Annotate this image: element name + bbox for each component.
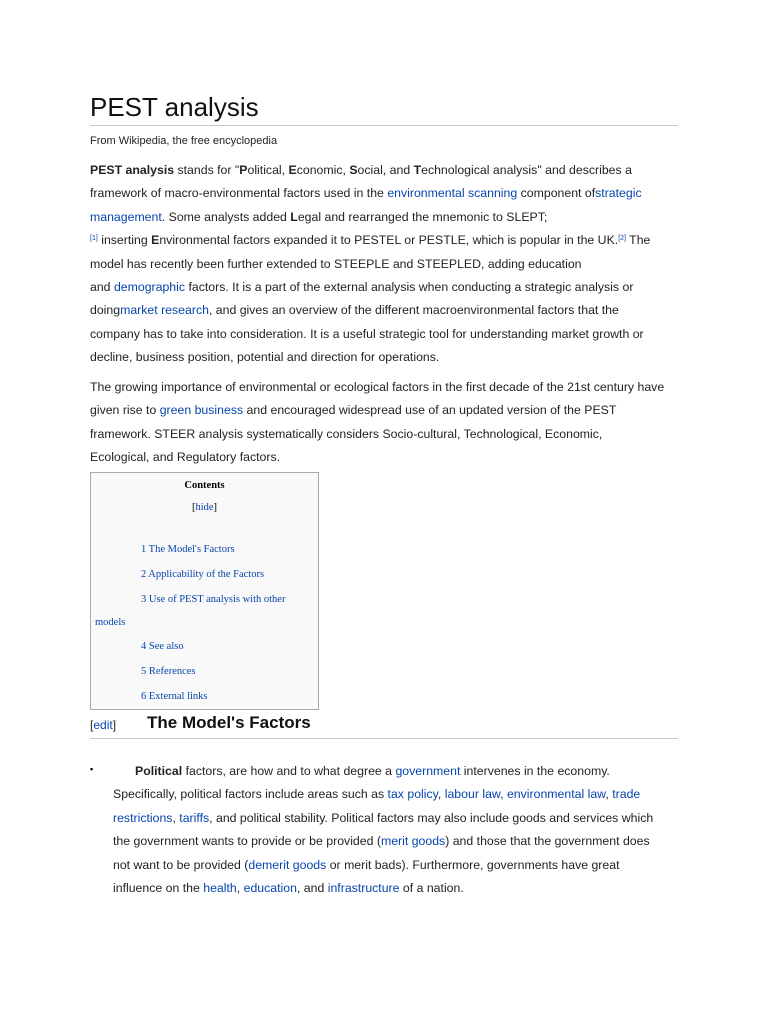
text: [	[191, 502, 196, 513]
link-environmental-scanning[interactable]: environmental scanning	[387, 186, 518, 201]
section-title: The Model's Factors	[147, 713, 311, 732]
toc-item-use-of-pest-wrap[interactable]: models	[95, 617, 126, 628]
text: S	[349, 163, 358, 177]
toc-item-applicability[interactable]: 2 Applicability of the Factors	[141, 569, 265, 580]
site-tagline: From Wikipedia, the free encyclopedia	[90, 135, 278, 147]
link-environmental-law[interactable]: environmental law	[506, 787, 606, 802]
text: factors, are how and to what degree a	[182, 764, 396, 778]
text: intervenes in the economy.	[460, 764, 610, 778]
text: the government wants to provide or be provided (	[113, 834, 381, 849]
text: nvironmental factors expanded it to PESTEL or PESTLE, which is popular in the UK.	[159, 233, 619, 248]
text: ,	[236, 881, 244, 896]
text: [	[90, 718, 94, 732]
text: given rise to	[90, 403, 160, 418]
text: conomic,	[296, 163, 350, 177]
text: ]	[112, 718, 117, 732]
link-merit-goods[interactable]: merit goods	[380, 834, 446, 849]
text: ,	[500, 787, 507, 802]
text: decline, business position, potential and direction for operations.	[90, 350, 440, 365]
link-strategic-management[interactable]: strategic	[595, 186, 642, 201]
link-government[interactable]: government	[395, 764, 461, 778]
text: framework. STEER analysis systematically considers Socio-cultural, Technological, Economic,	[90, 426, 603, 441]
text: The	[625, 233, 651, 248]
toc-item-external-links[interactable]: 6 External links	[141, 691, 208, 702]
text: echnological analysis" and describes a	[421, 163, 632, 177]
text: E	[151, 233, 160, 248]
text: , and political stability. Political factors may also include goods and services which	[209, 810, 654, 825]
text: . Some analysts added	[161, 209, 291, 224]
toc-item-references[interactable]: 5 References	[141, 666, 196, 677]
toc-item-see-also[interactable]: 4 See also	[141, 641, 184, 652]
text: Specifically, political factors include areas such as	[113, 787, 388, 802]
toc-item-use-of-pest[interactable]: 3 Use of PEST analysis with other	[141, 594, 286, 605]
text: , and	[296, 881, 328, 896]
link-trade-restrictions[interactable]: trade	[612, 787, 641, 802]
link-tariffs[interactable]: tariffs	[179, 810, 210, 825]
edit-link[interactable]: edit	[93, 718, 113, 732]
link-tax-policy[interactable]: tax policy	[387, 787, 438, 802]
text: T	[413, 163, 422, 177]
table-of-contents	[90, 472, 319, 710]
text: framework of macro-environmental factors used in the	[90, 186, 388, 201]
reference-2[interactable]: [2]	[618, 235, 626, 243]
link-green-business[interactable]: green business	[159, 403, 244, 418]
link-strategic-management-2[interactable]: management	[90, 209, 162, 224]
text: company has to take into consideration. It is a useful strategic tool for understanding market growth or	[90, 326, 644, 341]
link-health[interactable]: health	[203, 881, 237, 896]
text: model has recently been further extended to STEEPLE and STEEPLED, adding education	[90, 256, 582, 271]
text: olitical,	[247, 163, 289, 177]
toc-hide-link[interactable]: hide	[195, 502, 214, 513]
text: The growing importance of environmental or ecological factors in the first decade of the 21st century have	[90, 380, 665, 394]
text: factors. It is a part of the external analysis when conducting a strategic analysis or	[185, 280, 634, 295]
intro-paragraph	[90, 159, 680, 370]
toc-toggle	[91, 502, 318, 513]
text: E	[288, 163, 297, 177]
link-infrastructure[interactable]: infrastructure	[327, 881, 400, 896]
text: ,	[437, 787, 445, 802]
toc-item-models-factors[interactable]: 1 The Model's Factors	[141, 544, 235, 555]
text: ]	[213, 502, 218, 513]
text: stands for "	[174, 163, 240, 177]
text: or merit bads). Furthermore, governments have great	[326, 857, 620, 872]
page-title: PEST analysis	[90, 91, 678, 126]
text: ) and those that the government does	[445, 834, 650, 849]
bullet-marker: ▪	[90, 764, 94, 774]
text: Ecological, and Regulatory factors.	[90, 450, 281, 465]
edit-section	[90, 718, 116, 732]
text: P	[239, 163, 248, 177]
link-labour-law[interactable]: labour law	[444, 787, 501, 802]
text: and encouraged widespread use of an updated version of the PEST	[243, 403, 617, 418]
link-demerit-goods[interactable]: demerit goods	[248, 857, 327, 872]
section-heading	[90, 711, 678, 739]
bold-term: Political	[135, 764, 183, 778]
bold-term: PEST analysis	[90, 163, 175, 177]
text: , and gives an overview of the different macroenvironmental factors that the	[208, 303, 619, 318]
text: egal and rearranged the mnemonic to SLEPT;	[297, 209, 548, 224]
toc-title: Contents	[184, 480, 225, 491]
text: ocial, and	[357, 163, 414, 177]
reference-1[interactable]: [1]	[90, 235, 98, 243]
text: not want to be provided (	[113, 857, 249, 872]
paragraph-green-business	[90, 376, 680, 470]
link-demographic[interactable]: demographic	[113, 280, 186, 295]
text: of a nation.	[399, 881, 464, 896]
bullet-political	[113, 760, 683, 900]
text: inserting	[97, 233, 152, 248]
text: and	[90, 280, 114, 295]
link-market-research[interactable]: market research	[120, 303, 209, 318]
text: ,	[172, 810, 180, 825]
text: influence on the	[113, 881, 204, 896]
text: doing	[90, 303, 121, 318]
link-trade-restrictions-2[interactable]: restrictions	[113, 810, 173, 825]
text: ,	[605, 787, 613, 802]
text: L	[290, 209, 298, 224]
link-education[interactable]: education	[243, 881, 297, 896]
text: component of	[517, 186, 596, 201]
